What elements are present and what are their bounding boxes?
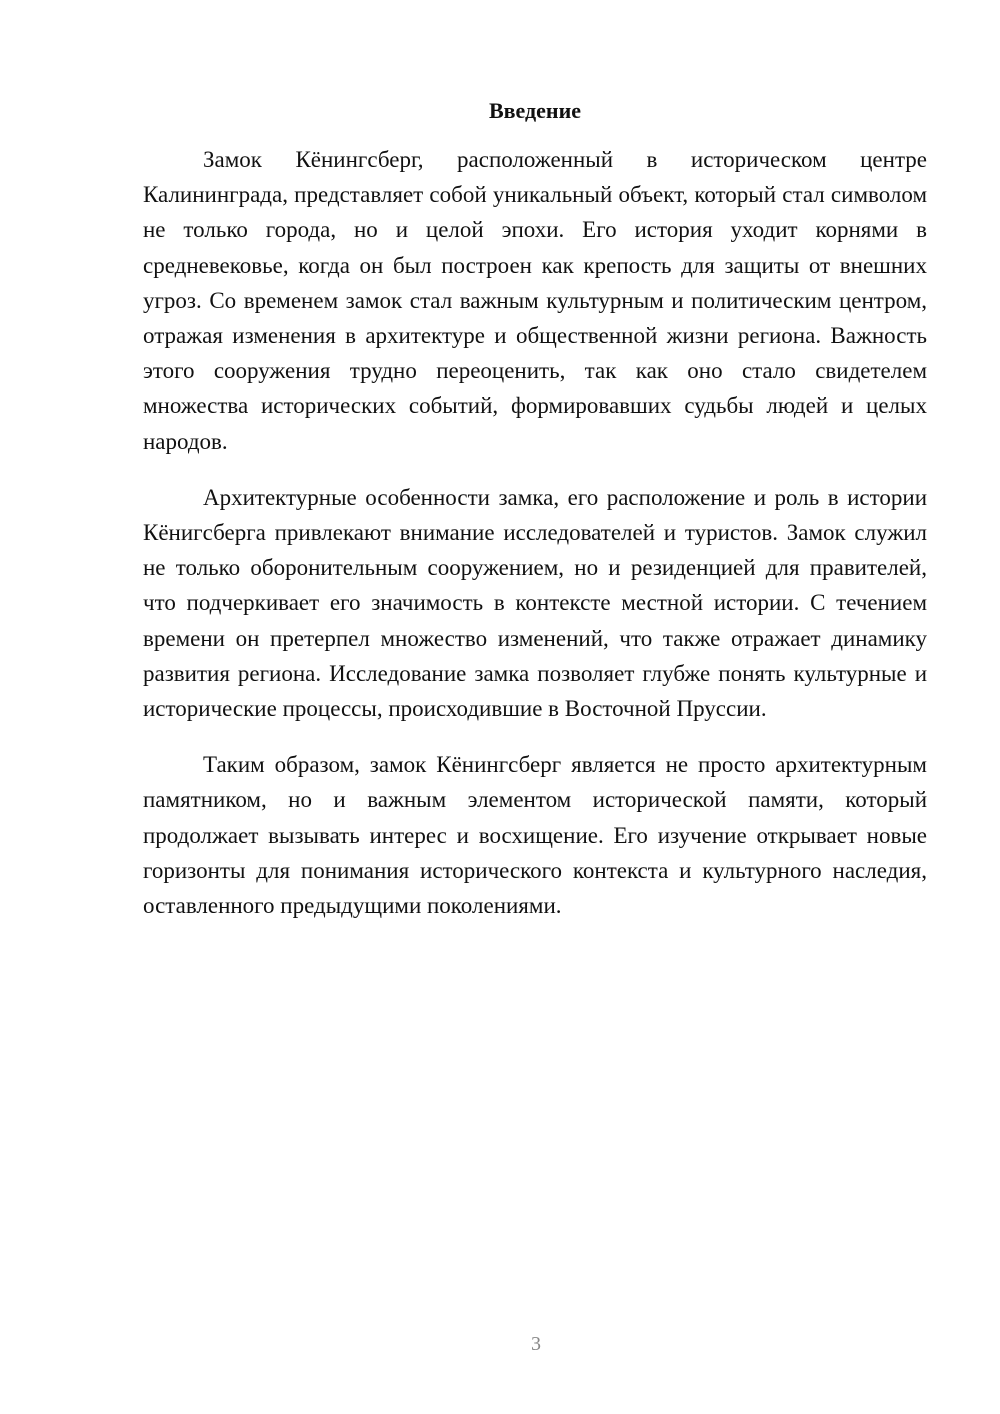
page-number: 3: [531, 1333, 541, 1355]
section-heading: Введение: [488, 98, 582, 123]
paragraph-3: Таким образом, замок Кёнингсберг является не просто архитектурным памятником, но и важным элементом исторической памяти, который продолжает вызывать интерес и восхищение. Его изучение открывает новые горизонты для понимания исторического контекста и культурного наследия, оставленного предыдущими поколениями.: [143, 752, 927, 919]
body-text: [143, 142, 927, 944]
paragraph-2: Архитектурные особенности замка, его расположение и роль в истории Кёнигсберга привлекают внимание исследователей и туристов. Замок служил не только оборонительным сооружением, но и резиденцией для правителей, что подчеркивает его значимость в контексте местной истории. С течением времени он претерпел множество изменений, что также отражает динамику развития региона. Исследование замка позволяет глубже понять культурные и исторические процессы, происходившие в Восточной Пруссии.: [143, 484, 927, 722]
paragraph-1: Замок Кёнингсберг, расположенный в историческом центре Калининграда, представляет собой уникальный объект, который стал символом не только города, но и целой эпохи. Его история уходит корнями в средневековье, когда он был построен как крепость для защиты от внешних угроз. Со временем замок стал важным культурным и политическим центром, отражая изменения в архитектуре и общественной жизни региона. Важность этого сооружения трудно переоценить, так как оно стало свидетелем множества исторических событий, формировавших судьбы людей и целых народов.: [143, 147, 927, 454]
